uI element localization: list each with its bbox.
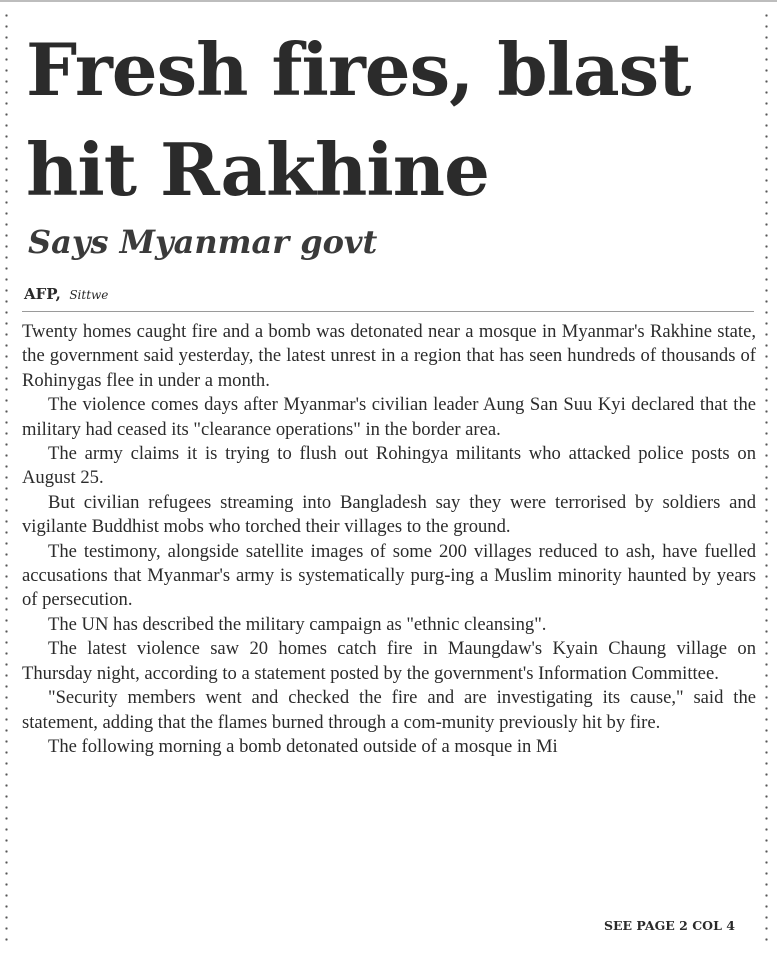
- article-paragraph: The violence comes days after Myanmar's civilian leader Aung San Suu Kyi declared that the military had ceased its "clearance operations" in the border area.: [22, 394, 756, 440]
- top-border: [0, 0, 777, 2]
- headline-line-1: Fresh fires, blast: [26, 27, 691, 112]
- byline-place: Sittwe: [69, 288, 109, 302]
- article-paragraph: The latest violence saw 20 homes catch fire in Maungdaw's Kyain Chaung village on Thursday night, according to a statement posted by the government's Information Committee.: [22, 638, 756, 684]
- continued-on-page-label: SEE PAGE 2 COL 4: [604, 918, 735, 933]
- subheadline: Says Myanmar govt: [28, 223, 378, 261]
- headline: [26, 20, 756, 220]
- article-paragraph: The army claims it is trying to flush out Rohingya militants who attacked police posts on August 25.: [22, 443, 756, 489]
- headline-line-2: hit Rakhine: [26, 127, 489, 212]
- article-paragraph: The testimony, alongside satellite images of some 200 villages reduced to ash, have fuelled accusations that Myanmar's army is systematically purg-ing a Muslim minority haunted by years of persecution.: [22, 540, 756, 611]
- byline-agency: AFP,: [24, 285, 61, 303]
- dotted-border-right: [765, 10, 768, 945]
- article-paragraph: The following morning a bomb detonated outside of a mosque in Mi: [48, 735, 558, 757]
- article-paragraph: Twenty homes caught fire and a bomb was detonated near a mosque in Myanmar's Rakhine state, the government said yesterday, the latest unrest in a region that has seen hundreds of thousands of Rohinygas flee in under a month.: [22, 321, 756, 391]
- byline-divider: [22, 311, 754, 312]
- dotted-border-left: [5, 10, 8, 945]
- article-paragraph: The UN has described the military campaign as "ethnic cleansing".: [48, 613, 547, 635]
- article-paragraph: But civilian refugees streaming into Bangladesh say they were terrorised by soldiers and vigilante Buddhist mobs who torched their villages to the ground.: [22, 491, 756, 538]
- byline: [24, 284, 108, 305]
- article-body: [22, 320, 756, 759]
- article-paragraph: "Security members went and checked the fire and are investigating its cause," said the statement, adding that the flames burned through a com-munity previously hit by fire.: [22, 687, 756, 733]
